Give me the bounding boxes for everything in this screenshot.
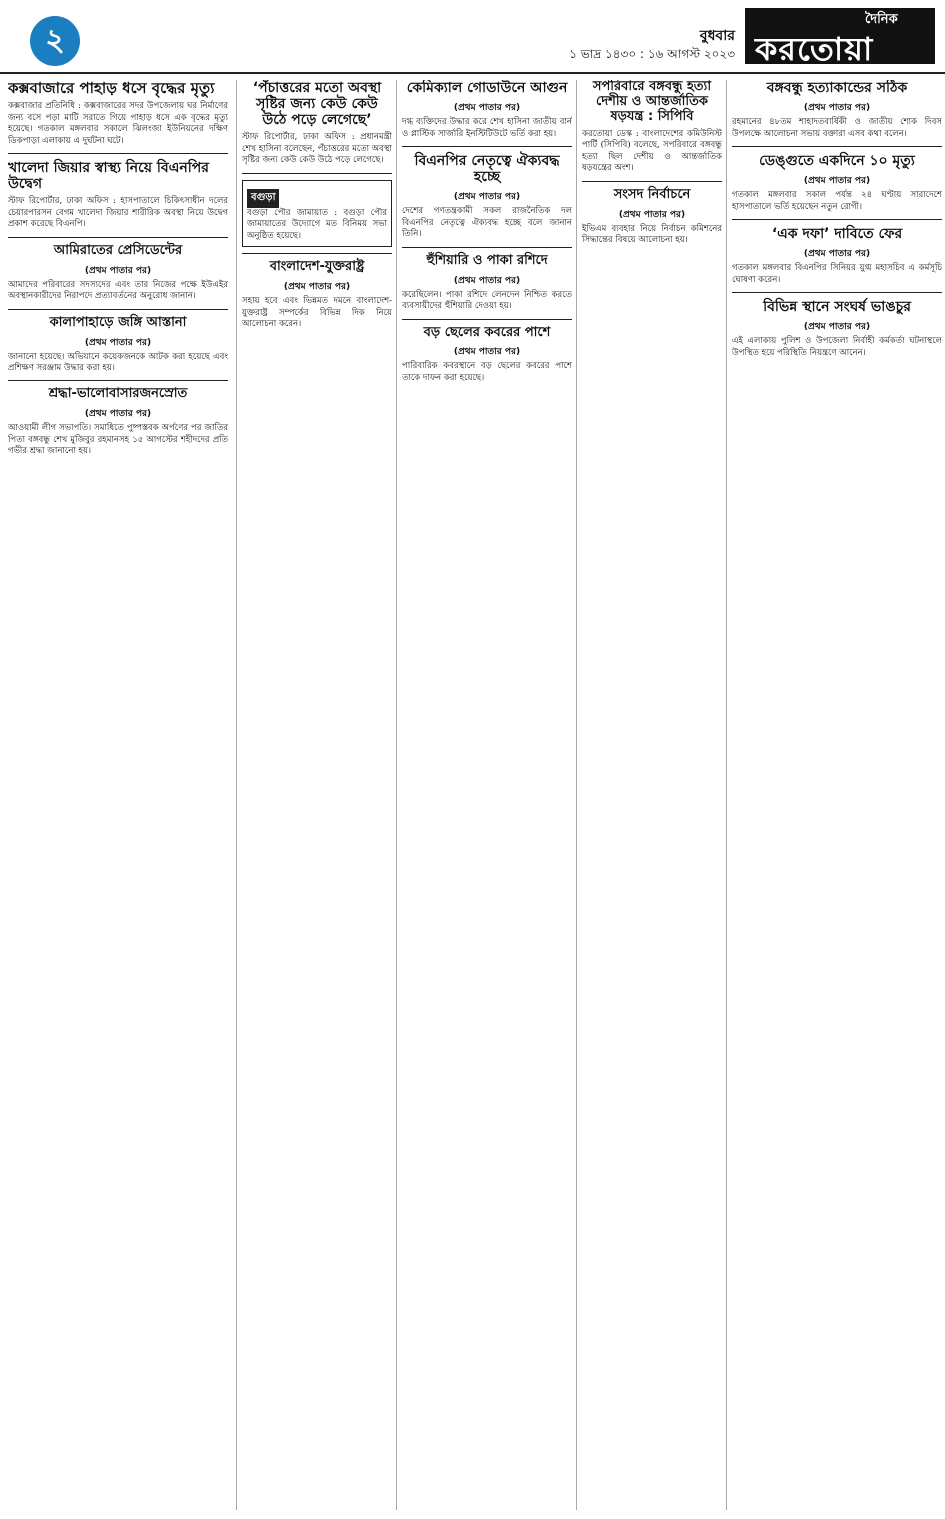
day-label: বুধবার (699, 28, 735, 44)
headline: সপরিবারে বঙ্গবন্ধু হত্যা দেশীয় ও আন্তর্জাতিক ষড়যন্ত্র : সিপিবি (592, 80, 712, 124)
column-4 (576, 80, 722, 1510)
continued-label: (প্রথম পাতার পর) (84, 265, 152, 276)
headline: সংসদ নির্বাচনে (613, 186, 691, 202)
headline: ‘পঁচাত্তরের মতো অবস্থা সৃষ্টির জন্য কেউ কেউ উঠে পড়ে লেগেছে’ (252, 80, 382, 129)
headline: আমিরাতের প্রেসিডেন্টের (53, 242, 183, 258)
article-text: গতকাল মঙ্গলবার সকাল পর্যন্ত ২৪ ঘণ্টায় সারাদেশে হাসপাতালে ভর্তি হয়েছেন নতুন রোগী। (732, 190, 942, 212)
article-text: রহমানের ৪৮তম শাহাদতবার্ষিকী ও জাতীয় শোক দিবস উপলক্ষে আলোচনা সভায় বক্তারা এসব কথা বলেন। (732, 117, 942, 139)
article-text: এই এলাকায় পুলিশ ও উপজেলা নির্বাহী কর্মকর্তা ঘটনাস্থলে উপস্থিত হয়ে পরিস্থিতি নিয়ন্ত্রণে আনেন। (732, 336, 942, 358)
continued-label: (প্রথম পাতার পর) (618, 209, 686, 220)
divider (732, 146, 942, 147)
headline: খালেদা জিয়ার স্বাস্থ্য নিয়ে বিএনপির উদ্বেগ (8, 160, 209, 193)
divider (242, 173, 392, 174)
article-text: জানানো হয়েছে। অভিযানে কয়েকজনকে আটক করা হয়েছে এবং প্রশিক্ষণ সরঞ্জাম উদ্ধার করা হয়। (8, 351, 228, 373)
continued-label: (প্রথম পাতার পর) (453, 347, 521, 358)
headline: কক্সবাজারে পাহাড় ধসে বৃদ্ধের মৃত্যু (8, 80, 215, 97)
article-text: পারিবারিক কবরস্থানে বড় ছেলের কবরের পাশে তাকে দাফন করা হয়েছে। (402, 361, 572, 383)
divider (242, 253, 392, 254)
date-label: ১ ভাদ্র ১৪৩০ : ১৬ আগস্ট ২০২৩ (569, 47, 735, 61)
headline: বাংলাদেশ-যুক্তরাষ্ট্র (269, 259, 365, 275)
headline: বঙ্গবন্ধু হত্যাকান্ডের সঠিক (766, 80, 908, 96)
logo-small: দৈনিক (865, 12, 898, 27)
headline: কেমিক্যাল গোডাউনে আগুন (406, 80, 568, 96)
column-1 (8, 80, 228, 1510)
continued-label: (প্রথম পাতার পর) (84, 409, 152, 420)
article-text: করতোয়া ডেস্ক : বাংলাদেশের কমিউনিস্ট পার্টি (সিপিবি) বলেছে, সপরিবারে বঙ্গবন্ধু হত্যা ছিল দেশীয় ও আন্তর্জাতিক ষড়যন্ত্রের অংশ। (582, 128, 722, 174)
article-text: আমাদের পরিবারের সদস্যদের এবং তার নিজের পক্ষে ইউএইর অবস্থানকারীদের নিরাপদে প্রত্যাবর্তনের অনুরোধ জানান। (8, 279, 228, 302)
divider (8, 237, 228, 238)
article-text: বগুড়া পৌর জামায়াত : বগুড়া পৌর জামায়াতের উদ্যোগে মত বিনিময় সভা অনুষ্ঠিত হয়েছে। (247, 207, 387, 241)
page-number: ২ (30, 16, 80, 66)
continued-label: (প্রথম পাতার পর) (84, 337, 152, 348)
headline: ‘এক দফা’ দাবিতে ফের (771, 226, 903, 243)
section-label: বগুড়া (247, 189, 279, 208)
article-text: সহায় হবে এবং ভিন্নমত দমনে বাংলাদেশ-যুক্তরাষ্ট্র সম্পর্কের বিভিন্ন দিক নিয়ে আলোচনা করেন। (242, 296, 392, 329)
continued-label: (প্রথম পাতার পর) (453, 103, 521, 114)
divider (402, 319, 572, 320)
article-text: কক্সবাজার প্রতিনিধি : কক্সবাজারের সদর উপজেলায় ঘর নির্মাণের জন্য বসে পড়া মাটি সরাতে গিয়ে পাহাড় ধসে এক বৃদ্ধের মৃত্যু হয়েছে। গতকাল মঙ্গলবার সকালে ঝিলংজা ইউনিয়নের দক্ষিণ ডিকপাড়া এলাকায় এ দুর্ঘটনা ঘটে। (8, 101, 228, 146)
divider (402, 247, 572, 248)
article-text: আওয়ামী লীগ সভাপতি। সমাধিতে পুষ্পস্তবক অর্পণের পর জাতির পিতা বঙ্গবন্ধু শেখ মুজিবুর রহমানসহ ১৫ আগস্টের শহীদদের প্রতি গভীর শ্রদ্ধা জানানো হয়। (8, 423, 228, 457)
news-brief-box (242, 180, 392, 247)
continued-label: (প্রথম পাতার পর) (803, 249, 871, 260)
divider (732, 219, 942, 220)
column-2 (236, 80, 392, 1510)
headline: শ্রদ্ধা-ভালোবাসারজনস্রোত (48, 386, 188, 402)
headline: কালাপাহাড়ে জঙ্গি আস্তানা (49, 314, 187, 330)
article-text: দগ্ধ ব্যক্তিদের উদ্ধার করে শেখ হাসিনা জাতীয় বার্ন ও প্লাস্টিক সার্জারি ইনস্টিটিউটে ভর্তি করা হয়। (402, 117, 572, 139)
column-3 (396, 80, 572, 1510)
column-5 (726, 80, 942, 1510)
divider (582, 181, 722, 182)
headline: বিএনপির নেতৃত্বে ঐক্যবদ্ধ হচ্ছে (414, 153, 560, 186)
divider (8, 309, 228, 310)
newspaper-logo (745, 8, 935, 68)
article-text: গতকাল মঙ্গলবার বিএনপির সিনিয়র যুগ্ম মহাসচিব এ কর্মসূচি ঘোষণা করেন। (732, 263, 942, 285)
divider (402, 146, 572, 147)
article-text: স্টাফ রিপোর্টার, ঢাকা অফিস : প্রধানমন্ত্রী শেখ হাসিনা বলেছেন, পঁচাত্তরের মতো অবস্থা সৃষ্টির জন্য কেউ কেউ উঠে পড়ে লেগেছে। (242, 132, 392, 166)
continued-label: (প্রথম পাতার পর) (803, 322, 871, 333)
continued-label: (প্রথম পাতার পর) (283, 282, 351, 293)
continued-label: (প্রথম পাতার পর) (803, 103, 871, 114)
divider (732, 292, 942, 293)
logo-name: করতোয়া (755, 30, 874, 68)
continued-label: (প্রথম পাতার পর) (803, 176, 871, 187)
headline: ডেঙ্গুতে একদিনে ১০ মৃত্যু (759, 153, 915, 170)
article-text: ইভিএম ব্যবহার নিয়ে নির্বাচন কমিশনের সিদ্ধান্তের বিষয়ে আলোচনা হয়। (582, 223, 722, 246)
divider (8, 380, 228, 381)
article-text: করেছিলেন। পাকা রশিদে লেনদেন নিশ্চিত করতে ব্যবসায়ীদের হুঁশিয়ারি দেওয়া হয়। (402, 289, 572, 312)
article-text: স্টাফ রিপোর্টার, ঢাকা অফিস : হাসপাতালে চিকিৎসাধীন দলের চেয়ারপারসন বেগম খালেদা জিয়ার শারীরিক অবস্থা নিয়ে উদ্বেগ প্রকাশ করেছে বিএনপি। (8, 196, 228, 230)
headline: বিভিন্ন স্থানে সংঘর্ষ ভাঙচুর (763, 299, 911, 316)
article-text: দেশের গণতন্ত্রকামী সকল রাজনৈতিক দল বিএনপির নেতৃত্বে ঐক্যবদ্ধ হচ্ছে বলে জানান তিনি। (402, 206, 572, 240)
masthead (0, 0, 945, 74)
divider (8, 153, 228, 154)
headline: হুঁশিয়ারি ও পাকা রশিদে (426, 252, 548, 268)
headline: বড় ছেলের কবরের পাশে (423, 324, 551, 340)
continued-label: (প্রথম পাতার পর) (453, 275, 521, 286)
continued-label: (প্রথম পাতার পর) (453, 192, 521, 203)
